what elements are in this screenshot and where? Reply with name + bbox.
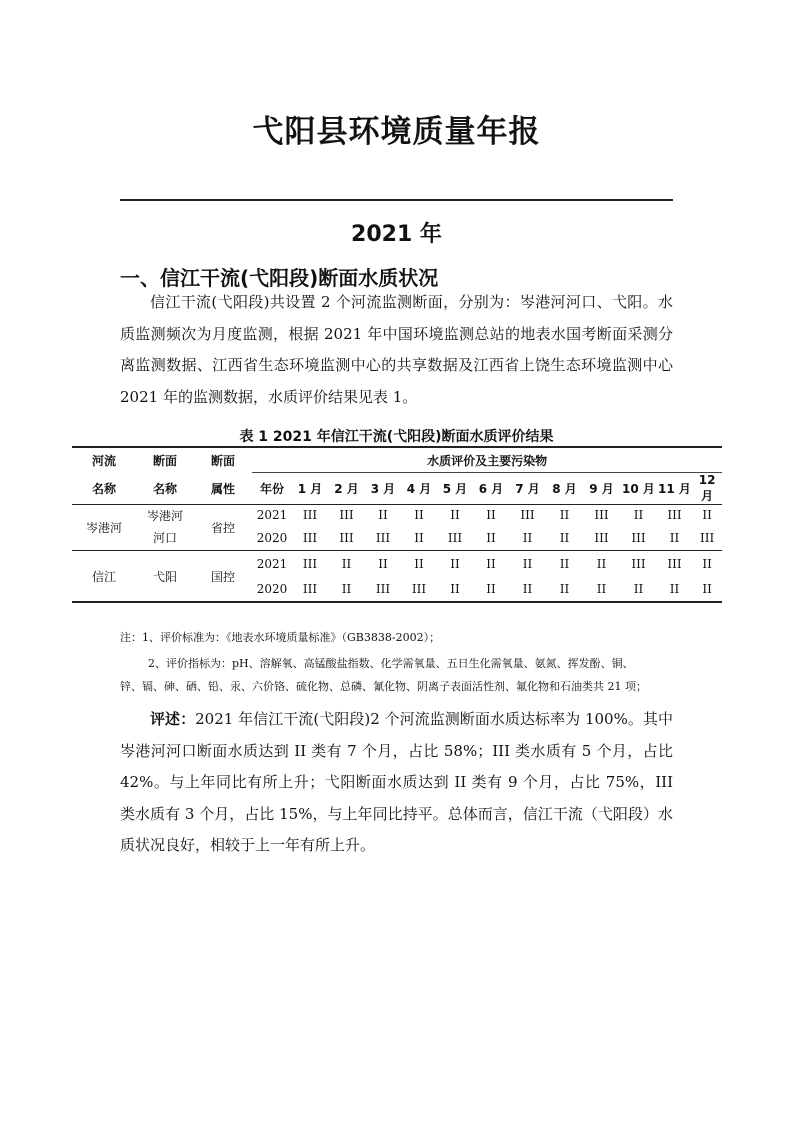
grade-cell: III — [411, 581, 427, 596]
grade-cell: III — [447, 530, 463, 545]
review-label: 评述： — [150, 710, 196, 728]
header-month: 2 月 — [328, 473, 365, 505]
header-month: 3 月 — [365, 473, 401, 505]
review-text: 2021 年信江干流(弋阳段)2 个河流监测断面水质达标率为 100%。其中岑港河河口断面水质达到 II 类有 7 个月，占比 58%；III 类水质有 5 个月，占比 42%。与上年同比有所上升；弋阳断面水质达到 II 类有 9 个月，占比 75%，III 类水质有 3 个月，占比 15%，与上年同比持平。总体而言，信江干流（弋阳段）水质状况良好，相较于上一年有所上升。 — [120, 710, 673, 854]
header-group: 水质评价及主要污染物 — [252, 447, 722, 473]
header-month: 4 月 — [401, 473, 437, 505]
river-name-cell: 信江 — [72, 551, 136, 603]
grade-cell: III — [631, 530, 646, 545]
grade-cell: III — [620, 551, 657, 577]
grade-cell: II — [546, 551, 583, 577]
grade-cell: II — [559, 581, 570, 596]
header-river: 河流 — [91, 453, 116, 468]
header-month: 11 月 — [657, 473, 692, 505]
grade-cell: II — [341, 581, 352, 596]
grade-cell: II — [522, 530, 533, 545]
header-month: 10 月 — [620, 473, 657, 505]
grade-cell: III — [699, 530, 715, 545]
grade-cell: III — [302, 508, 318, 522]
grade-cell: II — [401, 551, 437, 577]
year-cell: 2020 — [256, 530, 288, 545]
grade-cell: II — [669, 581, 680, 596]
grade-cell: III — [594, 530, 609, 545]
header-river-2: 名称 — [72, 473, 136, 505]
grade-cell: II — [633, 508, 644, 522]
header-month: 12 月 — [692, 473, 722, 505]
grade-cell: II — [486, 508, 496, 522]
header-section: 断面 — [152, 453, 177, 468]
table-note: 注：1、评价标准为：《地表水环境质量标准》（GB3838-2002）； — [120, 631, 441, 644]
header-month: 6 月 — [473, 473, 509, 505]
header-month: 9 月 — [583, 473, 620, 505]
year-heading: 2021 年 — [351, 222, 442, 247]
grade-cell: III — [375, 530, 391, 545]
title-divider — [120, 199, 673, 201]
grade-cell: II — [596, 581, 607, 596]
grade-cell: III — [292, 551, 328, 577]
table-row — [72, 525, 722, 551]
grade-cell: II — [450, 508, 460, 522]
grade-cell: II — [365, 551, 401, 577]
section-heading: 一、信江干流(弋阳段)断面水质状况 — [120, 266, 439, 290]
header-attribute: 断面 — [210, 453, 235, 468]
grade-cell: II — [583, 551, 620, 577]
grade-cell: II — [486, 530, 496, 545]
grade-cell: II — [522, 581, 533, 596]
table-note: 锌、镉、砷、硒、铅、汞、六价铬、硫化物、总磷、氰化物、阴离子表面活性剂、氟化物和石油类共 21 项； — [120, 680, 647, 693]
review-paragraph — [120, 704, 673, 862]
grade-cell: III — [375, 581, 391, 596]
grade-cell: II — [414, 508, 424, 522]
grade-cell: II — [702, 581, 712, 596]
grade-cell: II — [692, 551, 722, 577]
grade-cell: II — [473, 551, 509, 577]
attribute-cell: 国控 — [194, 551, 252, 603]
table-row — [72, 505, 722, 526]
year-cell: 2020 — [256, 581, 288, 596]
grade-cell: II — [559, 530, 570, 545]
table-caption: 表 1 2021 年信江干流(弋阳段)断面水质评价结果 — [239, 429, 554, 445]
grade-cell: II — [559, 508, 570, 522]
grade-cell: III — [520, 508, 535, 522]
header-section-2: 名称 — [136, 473, 194, 505]
header-month: 8 月 — [546, 473, 583, 505]
table-note: 2、评价指标为：pH、溶解氧、高锰酸盐指数、化学需氧量、五日生化需氧量、氨氮、挥发酚、铜、 — [148, 657, 634, 670]
year-cell: 2021 — [256, 508, 288, 522]
header-month: 1 月 — [292, 473, 328, 505]
grade-cell: III — [667, 508, 682, 522]
grade-cell: II — [702, 508, 712, 522]
grade-cell: III — [302, 581, 318, 596]
table-row — [72, 551, 722, 577]
grade-cell: III — [302, 530, 318, 545]
grade-cell: II — [414, 530, 424, 545]
page-title: 弋阳县环境质量年报 — [252, 114, 541, 150]
header-month: 5 月 — [437, 473, 473, 505]
grade-cell: II — [437, 551, 473, 577]
section-name-cell: 河口 — [152, 531, 177, 545]
grade-cell: II — [633, 581, 644, 596]
river-name-cell: 岑港河 — [85, 521, 122, 535]
grade-cell: III — [657, 551, 692, 577]
section-name-cell: 岑港河 — [146, 508, 183, 523]
header-attribute-2: 属性 — [194, 473, 252, 505]
year-cell: 2021 — [252, 551, 292, 577]
grade-cell: II — [378, 508, 388, 522]
header-month: 7 月 — [509, 473, 546, 505]
attribute-cell: 省控 — [210, 520, 235, 535]
grade-cell: III — [594, 508, 609, 522]
grade-cell: III — [339, 530, 354, 545]
grade-cell: II — [328, 551, 365, 577]
grade-cell: III — [339, 508, 354, 522]
grade-cell: II — [486, 581, 496, 596]
grade-cell: II — [669, 530, 680, 545]
section-name-cell: 弋阳 — [136, 551, 194, 603]
header-year: 年份 — [252, 473, 292, 505]
intro-paragraph: 信江干流(弋阳段)共设置 2 个河流监测断面，分别为：岑港河河口、弋阳。水质监测频次为月度监测，根据 2021 年中国环境监测总站的地表水国考断面采测分离监测数据、江西省生态环境监测中心的共享数据及江西省上饶生态环境监测中心 2021 年的监测数据，水质评价结果见表 1。 — [120, 293, 673, 406]
grade-cell: II — [450, 581, 460, 596]
water-quality-table — [72, 446, 722, 603]
grade-cell: II — [509, 551, 546, 577]
